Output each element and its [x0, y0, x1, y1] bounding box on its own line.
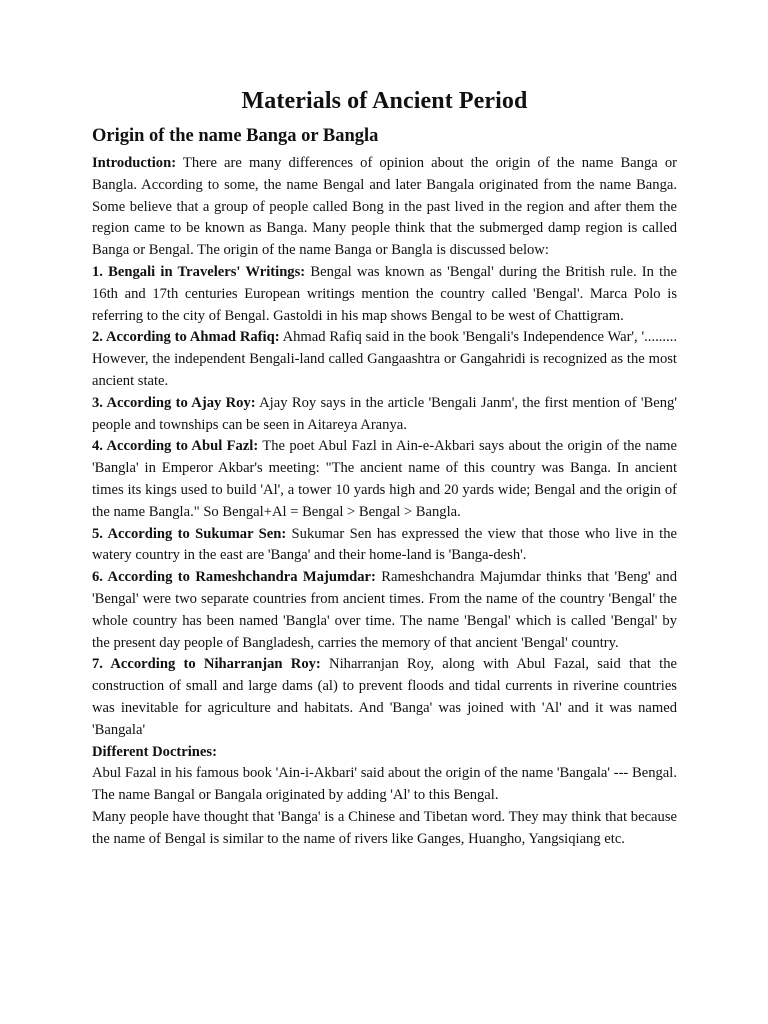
introduction-paragraph — [92, 153, 677, 262]
page-title: Materials of Ancient Period — [241, 88, 528, 114]
section-subtitle: Origin of the name Banga or Bangla — [92, 126, 379, 146]
point-label: 4. According to Abul Fazl: — [92, 438, 259, 455]
point-text: Sukumar Sen has expressed the view that those who live in the watery country in the east are 'Banga' and their home-land is 'Banga-desh'. — [92, 525, 677, 564]
point-paragraph-2 — [92, 327, 677, 392]
point-label: 7. According to Niharranjan Roy: — [92, 656, 321, 673]
point-paragraph-4 — [92, 436, 677, 523]
point-label: 1. Bengali in Travelers' Writings: — [92, 263, 306, 280]
point-text: Rameshchandra Majumdar thinks that 'Beng' and 'Bengal' were two separate countries from ancient times. From the name of the country 'Bengal' the whole country has been named 'Bangla' over time. The name 'Bengal' which is called 'Bengal' by the present day people of Bangladesh, carries the memory of that ancient 'Bengal' country. — [92, 569, 677, 651]
point-text: Ahmad Rafiq said in the book 'Bengali's Independence War', '......... However, the independent Bengali-land called Gangaashtra or Gangahridi is recognized as the most ancient state. — [92, 329, 677, 389]
point-paragraph-1 — [92, 262, 677, 327]
doctrine-paragraph-2: Many people have thought that 'Banga' is a Chinese and Tibetan word. They may think that because the name of Bengal is similar to the name of rivers like Ganges, Huangho, Yangsiqiang etc. — [92, 808, 677, 847]
point-text: Bengal was known as 'Bengal' during the British rule. In the 16th and 17th centuries European writings mention the country called 'Bengal'. Marca Polo is referring to the city of Bengal. Gastoldi in his map shows Bengal to be west of Chattigram. — [92, 263, 677, 324]
point-text: Ajay Roy says in the article 'Bengali Janm', the first mention of 'Beng' people and townships can be seen in Aitareya Aranya. — [92, 394, 677, 433]
point-label: 2. According to Ahmad Rafiq: — [92, 329, 280, 346]
point-label: 6. According to Rameshchandra Majumdar: — [92, 569, 376, 586]
doctrines-heading: Different Doctrines: — [92, 743, 217, 760]
point-paragraph-3 — [92, 393, 677, 437]
point-label: 3. According to Ajay Roy: — [92, 394, 256, 411]
introduction-label: Introduction: — [92, 155, 177, 171]
point-text: The poet Abul Fazl in Ain-e-Akbari says about the origin of the name 'Bangla' in Emperor Akbar's meeting: "The ancient name of this country was Banga. In ancient times its kings used to build 'Al', a tower 10 yards high and 20 yards wide; Bengal and the origin of the name Bangla." So Bengal+Al = Bengal > Bengal > Bangla. — [92, 438, 677, 520]
point-text: Niharranjan Roy, along with Abul Fazal, said that the construction of small and large dams (al) to prevent floods and tidal currents in riverine countries was inevitable for agriculture and habitats. And 'Banga' was joined with 'Al' and it was named 'Bangala' — [92, 656, 677, 738]
introduction-text: There are many differences of opinion about the origin of the name Banga or Bangla. According to some, the name Bengal and later Bangala originated from the name Banga. Some believe that a group of people called Bong in the past lived in the region and after them the region came to be known as Banga. Many people think that the submerged damp region is called Banga or Bengal. The origin of the name Banga or Bangla is discussed below: — [92, 155, 677, 259]
point-paragraph-5 — [92, 524, 677, 568]
point-paragraph-6 — [92, 567, 677, 654]
point-label: 5. According to Sukumar Sen: — [92, 525, 287, 542]
point-paragraph-7 — [92, 654, 677, 741]
doctrine-paragraph-1: Abul Fazal in his famous book 'Ain-i-Akbari' said about the origin of the name 'Bangala' --- Bengal. The name Bangal or Bangala originated by adding 'Al' to this Bengal. — [92, 765, 677, 804]
